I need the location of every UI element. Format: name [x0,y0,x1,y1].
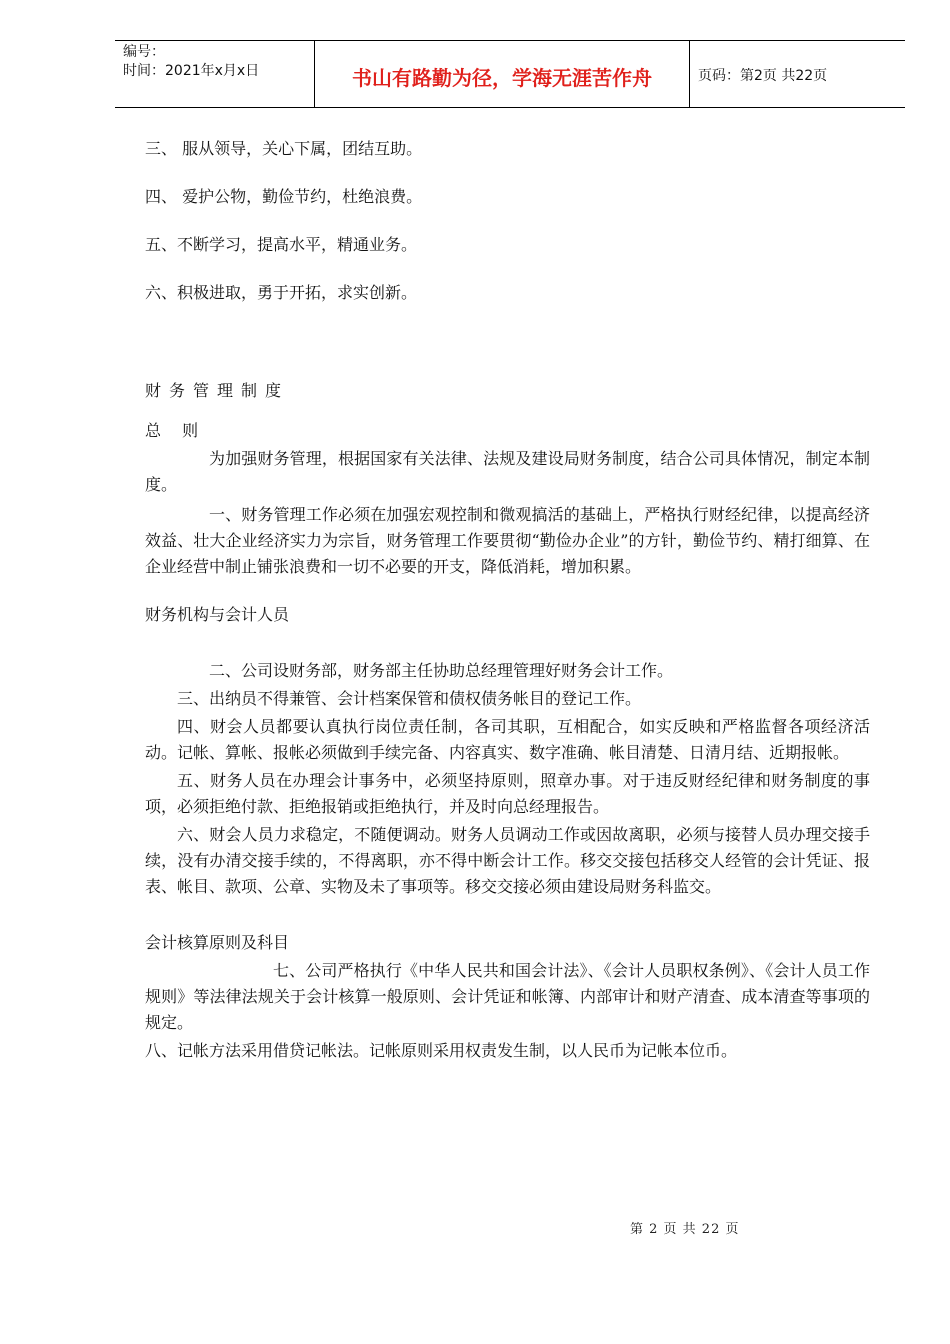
document-body [145,130,870,1064]
clause-3: 三、出纳员不得兼管、会计档案保管和债权债务帐目的登记工作。 [177,689,642,708]
page-footer: 第 2 页 共 22 页 [630,1222,740,1237]
general-para-1: 一、财务管理工作必须在加强宏观控制和微观搞活的基础上，严格执行财经纪律，以提高经济效益、壮大企业经济实力为宗旨，财务管理工作要贯彻“勤俭办企业”的方针，勤俭节约、精打细算、在企业经营中制止铺张浪费和一切不必要的开支，降低消耗，增加积累。 [145,505,870,576]
clause-2: 二、公司设财务部，财务部主任协助总经理管理好财务会计工作。 [209,661,674,680]
principle-4: 四、 爱护公物，勤俭节约，杜绝浪费。 [145,187,423,206]
header-meta [115,41,315,107]
header-motto: 书山有路勤为径，学海无涯苦作舟 [315,41,690,107]
time-label: 时间：2021年x月x日 [123,63,260,79]
section-heading-organization: 财务机构与会计人员 [145,605,290,624]
general-heading: 总 则 [145,421,207,440]
principle-6: 六、积极进取，勇于开拓，求实创新。 [145,283,418,302]
clause-6: 六、财会人员力求稳定，不随便调动。财务人员调动工作或因故离职，必须与接替人员办理交接手续，没有办清交接手续的，不得离职，亦不得中断会计工作。移交交接包括移交人经管的会计凭证、报表、帐目、款项、公章、实物及未了事项等。移交交接必须由建设局财务科监交。 [145,825,870,896]
general-para-intro: 为加强财务管理，根据国家有关法律、法规及建设局财务制度，结合公司具体情况，制定本制度。 [145,449,870,494]
page-header [115,40,905,108]
clause-7: 七、公司严格执行《中华人民共和国会计法》、《会计人员职权条例》、《会计人员工作规则》等法律法规关于会计核算一般原则、会计凭证和帐簿、内部审计和财产清查、成本清查等事项的规定。 [145,961,870,1032]
clause-4: 四、财会人员都要认真执行岗位责任制，各司其职，互相配合，如实反映和严格监督各项经济活动。记帐、算帐、报帐必须做到手续完备、内容真实、数字准确、帐目清楚、日清月结、近期报帐。 [145,717,870,762]
clause-8: 八、记帐方法采用借贷记帐法。记帐原则采用权责发生制，以人民币为记帐本位币。 [145,1041,738,1060]
principle-3: 三、 服从领导，关心下属，团结互助。 [145,139,423,158]
section-heading-accounting: 会计核算原则及科目 [145,933,290,952]
serial-label: 编号： [123,44,165,60]
principle-5: 五、不断学习，提高水平，精通业务。 [145,235,418,254]
header-page-info: 页码：第2页 共22页 [698,68,828,84]
document-title: 财务管理制度 [145,381,290,400]
clause-5: 五、财务人员在办理会计事务中，必须坚持原则，照章办事。对于违反财经纪律和财务制度的事项，必须拒绝付款、拒绝报销或拒绝执行，并及时向总经理报告。 [145,771,870,816]
